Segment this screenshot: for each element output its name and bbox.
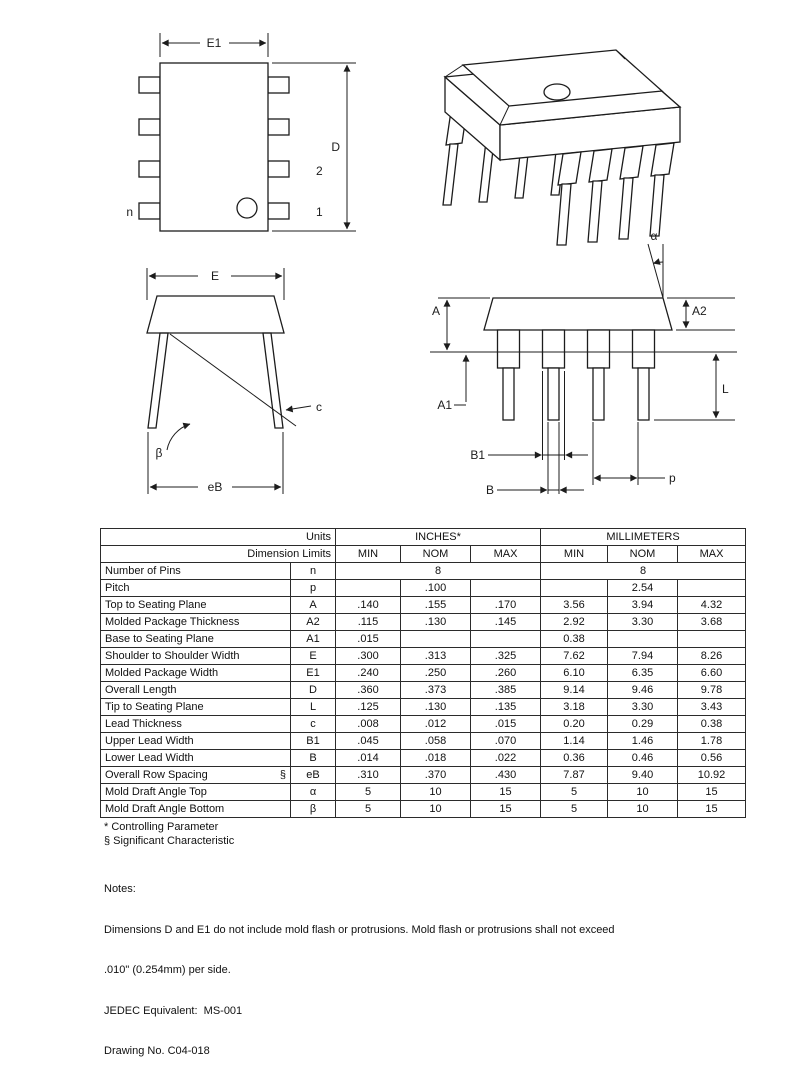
dimension-value: .310 — [336, 767, 401, 784]
footnote-controlling-parameter: * Controlling Parameter — [104, 821, 219, 833]
dimension-value: 6.60 — [678, 665, 746, 682]
table-row — [101, 614, 746, 631]
table-header-row-limits — [101, 546, 746, 563]
dim-label-a2: A2 — [692, 304, 707, 318]
dimension-symbol: α — [291, 784, 336, 801]
dimension-value: 1.46 — [608, 733, 678, 750]
dimension-name: Shoulder to Shoulder Width — [101, 648, 291, 665]
dimension-value: 8 — [336, 563, 541, 580]
dim-label-eb: eB — [207, 480, 223, 494]
dimension-value: 7.62 — [541, 648, 608, 665]
table-header-row-units — [101, 529, 746, 546]
dimension-value: 0.46 — [608, 750, 678, 767]
dimension-value: .115 — [336, 614, 401, 631]
millimeters-header: MILLIMETERS — [541, 529, 746, 546]
table-row — [101, 733, 746, 750]
dimension-value: 10 — [401, 801, 471, 818]
units-header: Units — [101, 529, 336, 546]
mm-min-header: MIN — [541, 546, 608, 563]
mm-max-header: MAX — [678, 546, 746, 563]
dimension-value: 8.26 — [678, 648, 746, 665]
dimension-symbol: A1 — [291, 631, 336, 648]
dimension-value: 15 — [471, 801, 541, 818]
dimension-name: Top to Seating Plane — [101, 597, 291, 614]
dimension-value — [678, 580, 746, 597]
pin-n-label: n — [126, 205, 133, 219]
dimension-table — [100, 528, 746, 818]
dim-label-e1: E1 — [206, 36, 222, 50]
dimension-value: 0.36 — [541, 750, 608, 767]
dimension-value: 6.35 — [608, 665, 678, 682]
dimension-symbol: A — [291, 597, 336, 614]
dimension-symbol: c — [291, 716, 336, 733]
dimension-name: Lower Lead Width — [101, 750, 291, 767]
top-view-drawing — [139, 33, 356, 231]
dimension-value: 3.30 — [608, 699, 678, 716]
dim-label-a: A — [431, 304, 440, 318]
dimension-symbol: A2 — [291, 614, 336, 631]
dimension-value: 3.18 — [541, 699, 608, 716]
dimension-value: 7.87 — [541, 767, 608, 784]
dimension-value: 10 — [608, 801, 678, 818]
dimension-name: Base to Seating Plane — [101, 631, 291, 648]
dimension-value: 3.94 — [608, 597, 678, 614]
dimension-value: .100 — [401, 580, 471, 597]
dimension-value: 4.32 — [678, 597, 746, 614]
dimension-value: .022 — [471, 750, 541, 767]
dimension-name: Overall Row Spacing § — [101, 767, 291, 784]
notes-drawing-number: Drawing No. C04-018 — [104, 1045, 210, 1057]
dimension-value: 2.92 — [541, 614, 608, 631]
dimension-value: .360 — [336, 682, 401, 699]
dimension-value: .130 — [401, 614, 471, 631]
end-view-left-lead — [148, 333, 168, 428]
dimension-value — [471, 631, 541, 648]
dimension-value: 9.14 — [541, 682, 608, 699]
dimension-value: .155 — [401, 597, 471, 614]
dimension-value: 10 — [608, 784, 678, 801]
dimension-name: Overall Length — [101, 682, 291, 699]
table-row — [101, 563, 746, 580]
dimension-value: 15 — [471, 784, 541, 801]
dimension-value: 15 — [678, 784, 746, 801]
dimension-value: .130 — [401, 699, 471, 716]
dimension-value: .373 — [401, 682, 471, 699]
dimension-value: .125 — [336, 699, 401, 716]
dimension-symbol: L — [291, 699, 336, 716]
dimension-value — [336, 580, 401, 597]
dimension-value: .135 — [471, 699, 541, 716]
dimension-value — [608, 631, 678, 648]
table-row — [101, 631, 746, 648]
table-footnotes — [104, 820, 234, 848]
dim-label-c: c — [316, 400, 322, 414]
dim-label-d: D — [331, 140, 340, 154]
dimension-value: 3.68 — [678, 614, 746, 631]
dimension-value: 1.14 — [541, 733, 608, 750]
dimension-value: .045 — [336, 733, 401, 750]
dimension-value: .015 — [471, 716, 541, 733]
dim-label-b1: B1 — [470, 448, 485, 462]
dimension-value: .018 — [401, 750, 471, 767]
dimension-value: .260 — [471, 665, 541, 682]
side-view-leads — [498, 330, 655, 420]
dimension-value: 0.38 — [541, 631, 608, 648]
dimension-name: Mold Draft Angle Bottom — [101, 801, 291, 818]
notes-block — [104, 856, 615, 1072]
dimension-value: 5 — [541, 801, 608, 818]
end-view-body — [147, 296, 284, 333]
dimension-value: 3.30 — [608, 614, 678, 631]
inches-max-header: MAX — [471, 546, 541, 563]
isometric-view-drawing — [443, 50, 680, 245]
table-row — [101, 580, 746, 597]
dimension-value: .313 — [401, 648, 471, 665]
dim-label-alpha: α — [650, 229, 658, 243]
dimension-symbol: p — [291, 580, 336, 597]
significant-characteristic-flag: § — [279, 769, 286, 781]
notes-title: Notes: — [104, 883, 136, 895]
dimension-value: .015 — [336, 631, 401, 648]
dim-label-beta: β — [155, 446, 163, 460]
dimension-value: 5 — [541, 784, 608, 801]
dimension-value: 10 — [401, 784, 471, 801]
dimension-value: .145 — [471, 614, 541, 631]
side-view-body — [484, 298, 672, 330]
pin2-label: 2 — [316, 164, 323, 178]
dimension-value: .325 — [471, 648, 541, 665]
dim-label-b: B — [485, 483, 494, 497]
pin1-label: 1 — [316, 205, 323, 219]
end-view-drawing — [147, 268, 311, 494]
dimension-value: 3.56 — [541, 597, 608, 614]
dimension-value: 9.78 — [678, 682, 746, 699]
dim-label-a1: A1 — [437, 398, 452, 412]
dimension-name: Number of Pins — [101, 563, 291, 580]
dim-label-e: E — [210, 269, 220, 283]
footnote-significant-characteristic: § Significant Characteristic — [104, 835, 235, 847]
pin1-dimple — [544, 84, 570, 100]
dim-label-l: L — [722, 382, 729, 396]
dimension-symbol: eB — [291, 767, 336, 784]
dimension-value: .300 — [336, 648, 401, 665]
notes-line-2: .010" (0.254mm) per side. — [104, 964, 231, 976]
dimension-symbol: E1 — [291, 665, 336, 682]
dimension-symbol: n — [291, 563, 336, 580]
dimension-symbol: B1 — [291, 733, 336, 750]
table-row — [101, 716, 746, 733]
dimension-value: .014 — [336, 750, 401, 767]
table-row — [101, 682, 746, 699]
dimension-value — [471, 580, 541, 597]
dimension-value: 8 — [541, 563, 746, 580]
notes-jedec: JEDEC Equivalent: MS-001 — [104, 1004, 243, 1017]
dimension-name: Pitch — [101, 580, 291, 597]
dimension-value: .250 — [401, 665, 471, 682]
table-row — [101, 801, 746, 818]
dimension-value: .170 — [471, 597, 541, 614]
dimension-value: 9.46 — [608, 682, 678, 699]
dimension-name: Mold Draft Angle Top — [101, 784, 291, 801]
dimension-value: .070 — [471, 733, 541, 750]
dimension-name: Lead Thickness — [101, 716, 291, 733]
dimension-value: 0.29 — [608, 716, 678, 733]
notes-line-1: Dimensions D and E1 do not include mold flash or protrusions. Mold flash or protrusions shall not exceed — [104, 923, 615, 936]
dimension-value: .140 — [336, 597, 401, 614]
dimension-value: 10.92 — [678, 767, 746, 784]
dimension-limits-header: Dimension Limits — [101, 546, 336, 563]
table-row — [101, 767, 746, 784]
dimension-name: Tip to Seating Plane — [101, 699, 291, 716]
dimension-value — [401, 631, 471, 648]
dimension-value: .430 — [471, 767, 541, 784]
inches-min-header: MIN — [336, 546, 401, 563]
dimension-value: 0.56 — [678, 750, 746, 767]
dimension-value: 5 — [336, 784, 401, 801]
dimension-value: 1.78 — [678, 733, 746, 750]
table-row — [101, 597, 746, 614]
dimension-value: .012 — [401, 716, 471, 733]
dimension-name: Molded Package Width — [101, 665, 291, 682]
dim-label-p: p — [669, 471, 676, 485]
dimension-name: Molded Package Thickness — [101, 614, 291, 631]
table-row — [101, 750, 746, 767]
dimension-value: .385 — [471, 682, 541, 699]
package-drawings — [0, 0, 805, 520]
dimension-value: 3.43 — [678, 699, 746, 716]
dimension-name: Upper Lead Width — [101, 733, 291, 750]
table-row — [101, 665, 746, 682]
dimension-value — [678, 631, 746, 648]
inches-nom-header: NOM — [401, 546, 471, 563]
dimension-value: 0.20 — [541, 716, 608, 733]
table-row — [101, 699, 746, 716]
dimension-value: 9.40 — [608, 767, 678, 784]
dimension-table-body — [101, 563, 746, 818]
mm-nom-header: NOM — [608, 546, 678, 563]
dimension-symbol: B — [291, 750, 336, 767]
top-view-body — [160, 63, 268, 231]
dimension-symbol: E — [291, 648, 336, 665]
dimension-symbol: β — [291, 801, 336, 818]
table-row — [101, 648, 746, 665]
dimension-value — [541, 580, 608, 597]
dimension-value: 15 — [678, 801, 746, 818]
table-row — [101, 784, 746, 801]
dimension-value: .240 — [336, 665, 401, 682]
dimension-value: .370 — [401, 767, 471, 784]
dimension-value: 0.38 — [678, 716, 746, 733]
inches-header: INCHES* — [336, 529, 541, 546]
dimension-value: 5 — [336, 801, 401, 818]
dimension-value: 6.10 — [541, 665, 608, 682]
dimension-value: .058 — [401, 733, 471, 750]
dimension-symbol: D — [291, 682, 336, 699]
dimension-value: 2.54 — [608, 580, 678, 597]
dimension-value: 7.94 — [608, 648, 678, 665]
dimension-value: .008 — [336, 716, 401, 733]
